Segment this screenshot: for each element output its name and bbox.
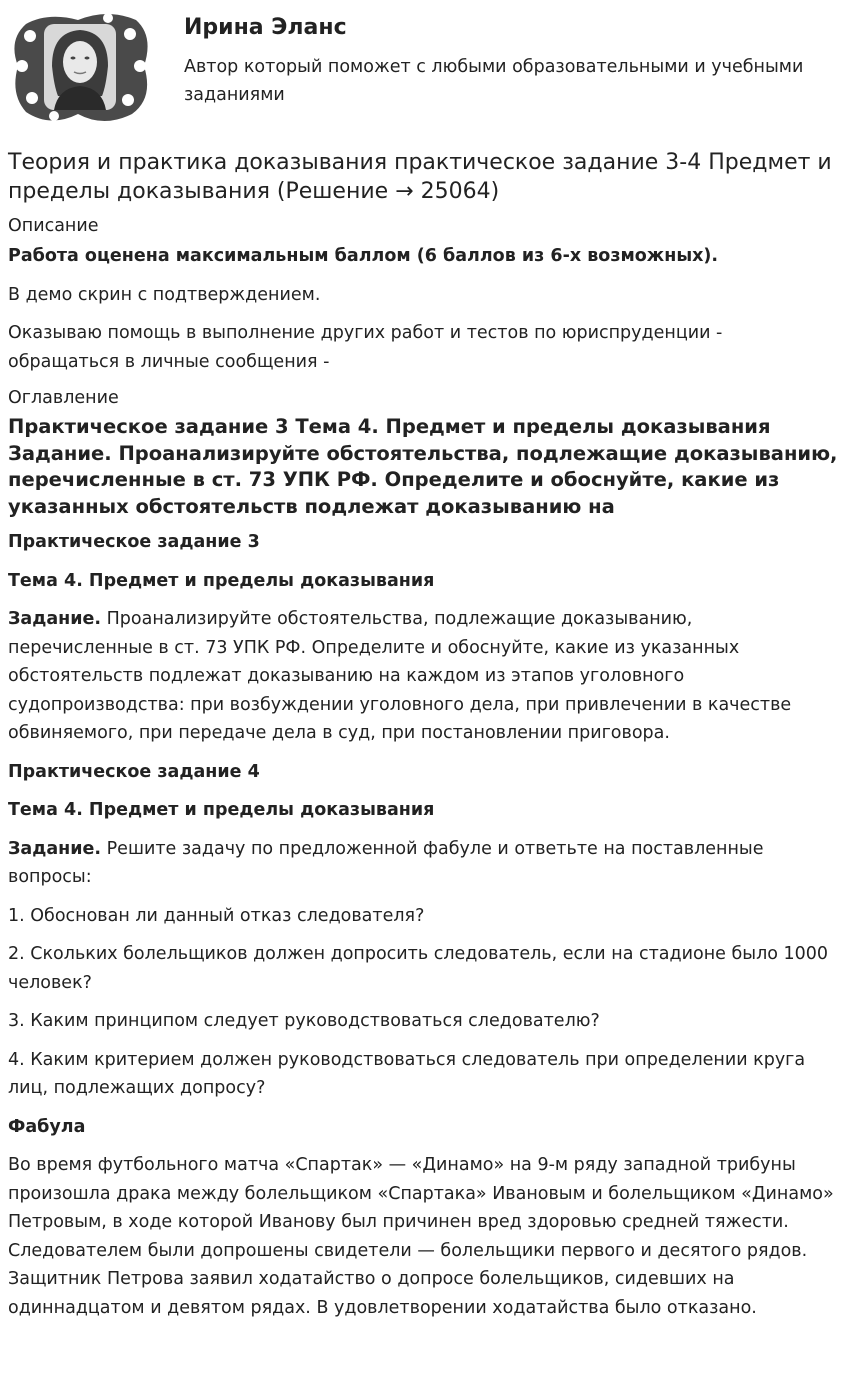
question-item: 3. Каким принципом следует руководствоваться следователю?	[8, 1011, 600, 1031]
task4-assignment-label: Задание.	[8, 838, 102, 859]
task4-assignment-text: Решите задачу по предложенной фабуле и ответьте на поставленные вопросы:	[8, 838, 764, 887]
task3-assignment-text: Проанализируйте обстоятельства, подлежащие доказыванию, перечисленные в ст. 73 УПК РФ. Определите и обоснуйте, какие из указанных обстоятельств подлежат доказыванию на каждом из этапов уголовного судопроизводства: при возбуждении уголовного дела, при привлечении в качестве обвиняемого, при передаче дела в суд, при постановлении приговора.	[8, 609, 792, 743]
task4-heading: Практическое задание 4	[8, 761, 260, 782]
task3-heading: Практическое задание 3	[8, 532, 260, 552]
fabula-text: Во время футбольного матча «Спартак» — «Динамо» на 9-м ряду западной трибуны произошла драка между болельщиком «Спартака» Ивановым и болельщиком «Динамо» Петровым, в ходе которой Иванову был причинен вред здоровью средней тяжести. Следователем были допрошены свидетели — болельщики первого и десятого рядов. Защитник Петрова заявил ходатайство о допросе болельщиков, сидевших на одиннадцатом и девятом рядах. В удовлетворении ходатайства было отказано.	[8, 1155, 834, 1318]
help-text: Оказываю помощь в выполнение других работ и тестов по юриспруденции - обращаться в личные сообщения -	[8, 323, 723, 372]
description-label: Описание	[8, 216, 99, 236]
question-item: 2. Скольких болельщиков должен допросить следователь, если на стадионе было 1000 человек?	[8, 944, 829, 993]
author-avatar[interactable]	[8, 6, 152, 126]
rating-text: Работа оценена максимальным баллом (6 баллов из 6-х возможных).	[8, 246, 719, 266]
question-item: 1. Обоснован ли данный отказ следователя?	[8, 905, 425, 926]
toc-heading: Практическое задание 3 Тема 4. Предмет и пределы доказывания Задание. Проанализируйте обстоятельства, подлежащие доказыванию, перечисленные в ст. 73 УПК РФ. Определите и обоснуйте, какие из указанных обстоятельств подлежат доказыванию на	[8, 415, 838, 518]
task3-assignment-label: Задание.	[8, 609, 102, 629]
task4-topic: Тема 4. Предмет и пределы доказывания	[8, 800, 435, 820]
fabula-label: Фабула	[8, 1116, 86, 1137]
demo-text: В демо скрин с подтверждением.	[8, 284, 321, 305]
question-item: 4. Каким критерием должен руководствоваться следователь при определении круга лиц, подлежащих допросу?	[8, 1049, 806, 1098]
page-title: Теория и практика доказывания практическое задание 3-4 Предмет и пределы доказывания (Решение → 25064)	[8, 150, 832, 204]
author-description: Автор который поможет с любыми образовательными и учебными заданиями	[184, 57, 804, 105]
task4-questions	[8, 902, 838, 1103]
task3-topic: Тема 4. Предмет и пределы доказывания	[8, 570, 435, 591]
author-name[interactable]: Ирина Эланс	[184, 15, 347, 40]
task4-assignment	[8, 835, 838, 892]
author-header	[8, 6, 838, 128]
toc-label: Оглавление	[8, 388, 119, 408]
work-content	[8, 148, 838, 1332]
task3-assignment	[8, 605, 838, 748]
